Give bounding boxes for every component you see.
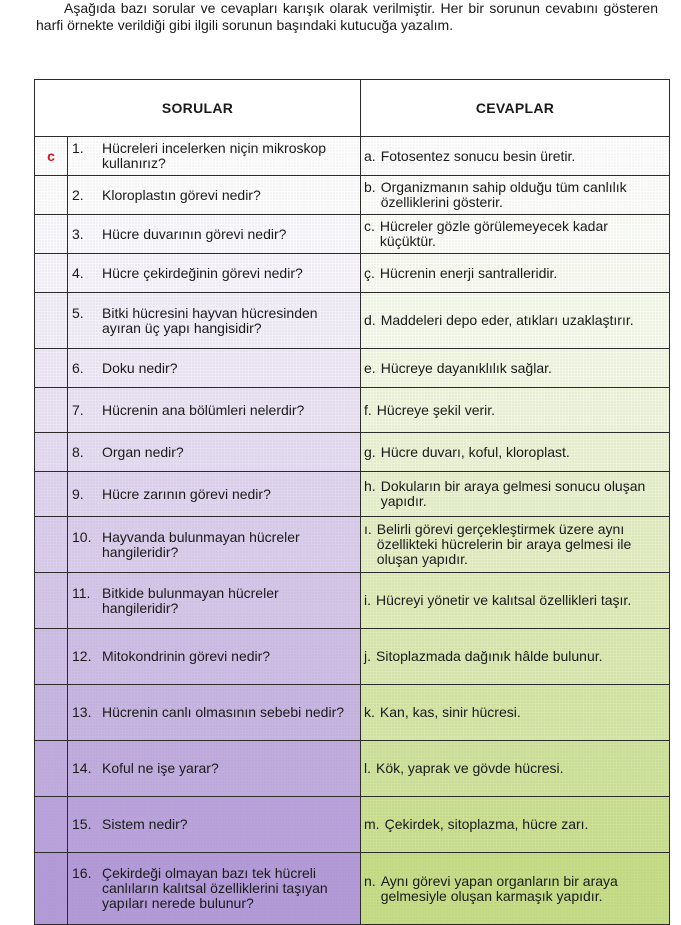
question-number: 11.	[72, 584, 91, 601]
answer-letter: m.	[364, 816, 380, 832]
answer-letter: a.	[364, 147, 376, 164]
question-text: Hücre çekirdeğinin görevi nedir?	[102, 264, 303, 281]
answer-cell	[361, 137, 670, 176]
table-row	[35, 176, 670, 215]
table-row	[35, 349, 670, 388]
answer-box[interactable]	[35, 797, 68, 853]
table-row	[35, 517, 670, 573]
question-text: Hücre zarının görevi nedir?	[102, 485, 271, 502]
question-text: Hücrenin ana bölümleri nelerdir?	[102, 401, 305, 418]
questions-header: SORULAR	[35, 80, 361, 137]
question-number: 3.	[72, 225, 84, 242]
question-text: Çekirdeği olmayan bazı tek hücreli canlıların kalıtsal özelliklerini taşıyan yapıları nerede bulunur?	[102, 865, 328, 911]
question-number: 8.	[72, 443, 84, 460]
answer-box[interactable]	[35, 741, 68, 797]
question-text: Hücrenin canlı olmasının sebebi nedir?	[102, 704, 345, 720]
answer-box[interactable]	[35, 388, 68, 433]
question-number: 15.	[72, 816, 92, 832]
question-number: 4.	[72, 264, 84, 281]
answer-box[interactable]	[35, 293, 68, 349]
question-text: Kloroplastın görevi nedir?	[102, 186, 261, 203]
answer-cell	[361, 388, 670, 433]
question-number: 16.	[72, 865, 92, 881]
answer-box[interactable]	[35, 254, 68, 293]
question-cell	[68, 293, 361, 349]
answer-cell	[361, 472, 670, 517]
question-cell	[68, 853, 361, 925]
answer-text: Hücrenin enerji santralleridir.	[379, 264, 558, 281]
answer-text: Organizmanın sahip olduğu tüm canlılık özelliklerini gösterir.	[380, 179, 627, 210]
answer-box[interactable]	[35, 517, 68, 573]
answer-box[interactable]	[35, 629, 68, 685]
answer-text: Kan, kas, sinir hücresi.	[379, 704, 521, 720]
answer-text: Sitoplazmada dağınık hâlde bulunur.	[376, 648, 603, 664]
answer-letter: e.	[364, 359, 376, 376]
question-text: Bitkide bulunmayan hücreler hangileridir?	[102, 584, 279, 616]
answer-text: Kök, yaprak ve gövde hücresi.	[376, 760, 564, 776]
table-row	[35, 741, 670, 797]
answer-cell	[361, 254, 670, 293]
question-number: 12.	[72, 648, 92, 664]
question-text: Bitki hücresini hayvan hücresinden ayıran üç yapı hangisidir?	[102, 304, 318, 336]
question-text: Organ nedir?	[102, 443, 184, 460]
table-row	[35, 388, 670, 433]
question-number: 10.	[72, 528, 92, 545]
table-row	[35, 853, 670, 925]
answer-cell	[361, 517, 670, 573]
answer-cell	[361, 176, 670, 215]
answer-cell	[361, 853, 670, 925]
question-number: 7.	[72, 401, 84, 418]
answer-box[interactable]	[35, 472, 68, 517]
question-cell	[68, 573, 361, 629]
question-number: 2.	[72, 186, 84, 203]
question-cell	[68, 349, 361, 388]
question-number: 5.	[72, 304, 84, 321]
question-cell	[68, 254, 361, 293]
question-number: 13.	[72, 704, 92, 720]
question-cell	[68, 472, 361, 517]
question-text: Sistem nedir?	[102, 816, 188, 832]
table-row	[35, 472, 670, 517]
question-cell	[68, 176, 361, 215]
answer-box-letter: c	[47, 148, 55, 164]
answer-box[interactable]	[35, 137, 68, 176]
question-number: 14.	[72, 760, 92, 776]
answer-text: Hücre duvarı, koful, kloroplast.	[380, 443, 570, 460]
answer-cell	[361, 573, 670, 629]
question-cell	[68, 215, 361, 254]
question-cell	[68, 629, 361, 685]
answer-text: Maddeleri depo eder, atıkları uzaklaştırır.	[380, 312, 634, 328]
question-answer-table	[34, 79, 670, 925]
answer-box[interactable]	[35, 685, 68, 741]
question-cell	[68, 433, 361, 472]
question-number: 6.	[72, 359, 84, 376]
answer-cell	[361, 293, 670, 349]
table-row	[35, 573, 670, 629]
answer-letter: ı.	[364, 521, 372, 537]
table-body	[35, 137, 670, 925]
table-row	[35, 433, 670, 472]
question-text: Mitokondrinin görevi nedir?	[102, 648, 271, 664]
answer-box[interactable]	[35, 573, 68, 629]
answer-cell	[361, 629, 670, 685]
answer-letter: l.	[364, 760, 372, 776]
answer-box[interactable]	[35, 176, 68, 215]
table-row	[35, 629, 670, 685]
table-header-row	[35, 80, 670, 137]
question-cell	[68, 741, 361, 797]
table-row	[35, 137, 670, 176]
question-cell	[68, 797, 361, 853]
table-row	[35, 254, 670, 293]
answer-text: Belirli görevi gerçekleştirmek üzere aynı özellikteki hücrelerin bir araya gelmesi ile oluşan yapıdır.	[376, 521, 632, 567]
answer-letter: d.	[364, 312, 376, 328]
question-text: Doku nedir?	[102, 359, 178, 376]
table-row	[35, 685, 670, 741]
answer-box[interactable]	[35, 853, 68, 925]
answer-letter: i.	[364, 592, 372, 608]
answer-letter: j.	[364, 648, 372, 664]
answer-box[interactable]	[35, 433, 68, 472]
answer-text: Aynı görevi yapan organların bir araya gelmesiyle oluşan karmaşık yapıdır.	[380, 872, 618, 904]
answer-text: Hücreye şekil verir.	[376, 401, 496, 418]
question-cell	[68, 137, 361, 176]
answer-cell	[361, 685, 670, 741]
question-cell	[68, 388, 361, 433]
answer-letter: n.	[364, 872, 376, 889]
answer-text: Fotosentez sonucu besin üretir.	[380, 147, 576, 164]
answer-letter: ç.	[364, 264, 375, 281]
answer-letter: f.	[364, 401, 372, 418]
table-row	[35, 293, 670, 349]
answer-letter: b.	[364, 179, 376, 195]
question-text: Koful ne işe yarar?	[102, 760, 219, 776]
answer-box[interactable]	[35, 215, 68, 254]
answer-letter: h.	[364, 478, 376, 494]
answer-cell	[361, 433, 670, 472]
table-row	[35, 797, 670, 853]
answer-box[interactable]	[35, 349, 68, 388]
answer-letter: k.	[364, 704, 375, 720]
answer-letter: c.	[364, 218, 375, 234]
instructions-paragraph: Aşağıda bazı sorular ve cevapları karışık olarak verilmiştir. Her bir sorunun cevabını gösteren harfi örnekte verildiği gibi ilgili sorunun başındaki kutucuğa yazalım.	[36, 0, 658, 33]
question-cell	[68, 685, 361, 741]
answer-cell	[361, 215, 670, 254]
answer-cell	[361, 349, 670, 388]
answer-text: Çekirdek, sitoplazma, hücre zarı.	[384, 816, 589, 832]
question-cell	[68, 517, 361, 573]
answer-text: Hücreyi yönetir ve kalıtsal özellikleri taşır.	[376, 592, 632, 608]
question-text: Hücreleri incelerken niçin mikroskop kullanırız?	[102, 140, 327, 171]
answer-cell	[361, 797, 670, 853]
answer-text: Hücreler gözle görülemeyecek kadar küçüktür.	[379, 218, 608, 249]
answers-header: CEVAPLAR	[361, 80, 670, 137]
table-row	[35, 215, 670, 254]
answer-cell	[361, 741, 670, 797]
question-number: 9.	[72, 485, 84, 502]
question-number: 1.	[72, 140, 84, 156]
question-text: Hayvanda bulunmayan hücreler hangileridir?	[102, 528, 300, 560]
answer-text: Hücreye dayanıklılık sağlar.	[380, 359, 552, 376]
answer-text: Dokuların bir araya gelmesi sonucu oluşan yapıdır.	[380, 478, 646, 509]
answer-letter: g.	[364, 443, 376, 460]
question-text: Hücre duvarının görevi nedir?	[102, 225, 287, 242]
